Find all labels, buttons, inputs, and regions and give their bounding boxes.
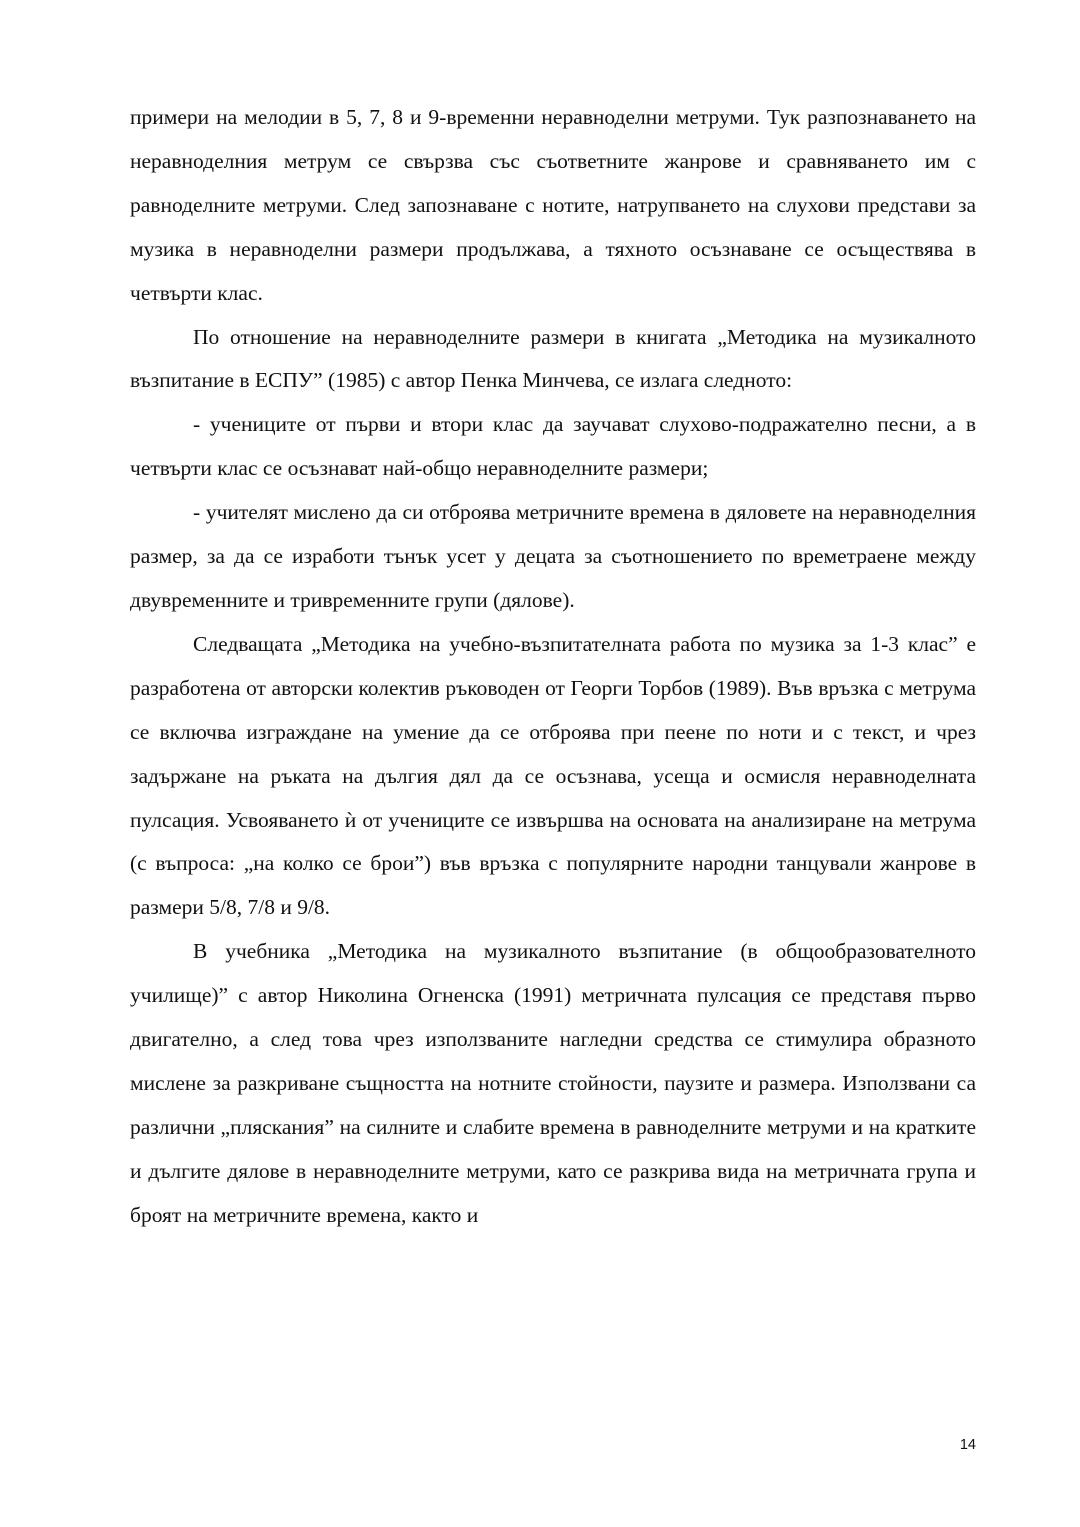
paragraph-4: - учителят мислено да си отброява метричните времена в дяловете на неравноделния размер, за да се изработи тънък усет у децата за съотношението по времетраене между двувременните и тривременните групи (дялове). [130,500,976,612]
document-body [130,96,976,1238]
paragraph-1: примери на мелодии в 5, 7, 8 и 9-временни неравноделни метруми. Тук разпознаването на неравноделния метрум се свързва със съответните жанрове и сравняването им с равноделните метруми. След запознаване с нотите, натрупването на слухови представи за музика в неравноделни размери продължава, а тяхното осъзнаване се осъществява в четвърти клас. [130,105,976,305]
paragraph-5: Следващата „Методика на учебно-възпитателната работа по музика за 1-3 клас” е разработена от авторски колектив ръководен от Георги Торбов (1989). Във връзка с метрума се включва изграждане на умение да се отброява при пеене по ноти и с текст, и чрез задържане на ръката на дългия дял да се осъзнава, усеща и осмисля неравноделната пулсация. Усвояването ѝ от учениците се извършва на основата на анализиране на метрума (с въпроса: „на колко се брои”) във връзка с популярните народни танцували жанрове в размери 5/8, 7/8 и 9/8. [130,631,976,920]
paragraph-3: - учениците от първи и втори клас да заучават слухово-подражателно песни, а в четвърти клас се осъзнават най-общо неравноделните размери; [130,412,976,481]
page-number: 14 [959,1437,976,1453]
paragraph-2: По отношение на неравноделните размери в книгата „Методика на музикалното възпитание в ЕСПУ” (1985) с автор Пенка Минчева, се излага следното: [130,324,976,393]
paragraph-6: В учебника „Методика на музикалното възпитание (в общообразователното училище)” с автор Николина Огненска (1991) метричната пулсация се представя първо двигателно, а след това чрез използваните нагледни средства се стимулира образното мислене за разкриване същността на нотните стойности, паузите и размера. Използвани са различни „пляскания” на силните и слабите времена в равноделните метруми и на кратките и дългите дялове в неравноделните метруми, като се разкрива вида на метричната група и броят на метричните времена, както и [130,939,976,1227]
